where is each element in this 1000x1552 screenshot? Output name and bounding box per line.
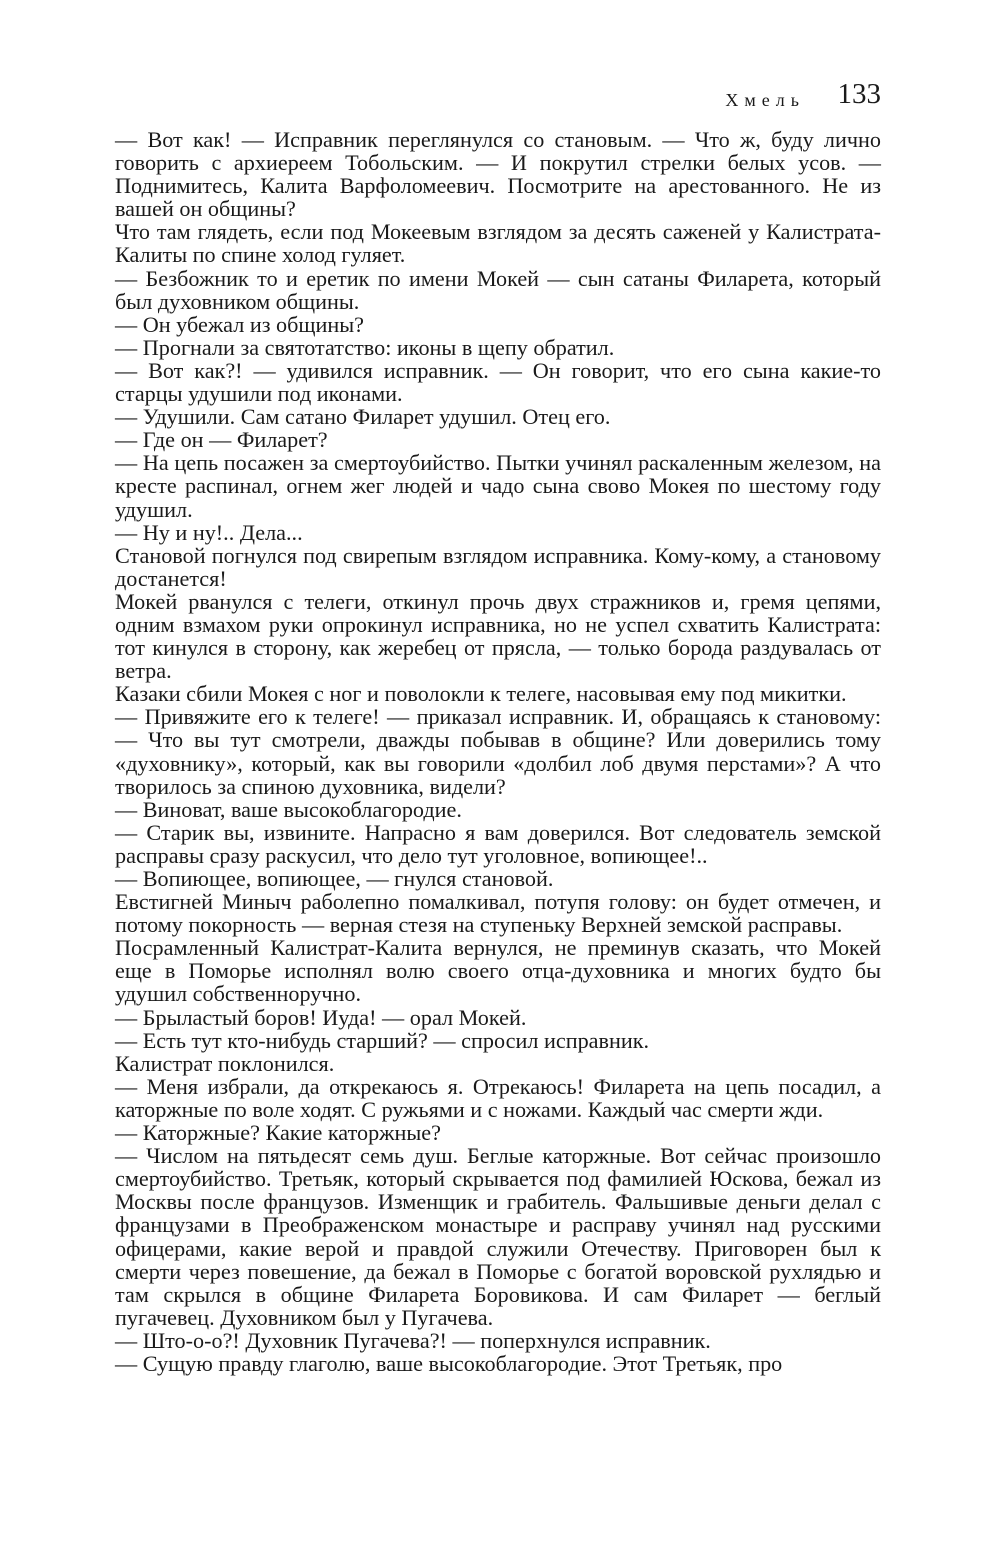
- paragraph: — Каторжные? Какие каторжные?: [115, 1120, 441, 1146]
- paragraph: — Числом на пятьдесят семь душ. Беглые каторжные. Вот сейчас произошло смертоубийство. Третьяк, который скрывается под фамилией Юскова, бежал из Москвы после французов. Изменщик и грабитель. Фальшивые деньги делал с французами в Преображенском монастыре и расправу учинял над русскими офицерами, какие верой и правдой служили Отечеству. Приговорен был к смерти через повешение, да бежал в Поморье с богатой воровской рухлядью и там скрылся в общине Филарета Боровикова. И сам Филарет — беглый пугачевец. Духовником был у Пугачева.: [115, 1143, 881, 1330]
- paragraph: Мокей рванулся с телеги, откинул прочь двух стражников и, гремя цепями, одним взмахом руки опрокинул исправника, но не успел схватить Калистрата: тот кинулся в сторону, как жеребец от прясла, — только борода раздувалась от ветра.: [115, 588, 881, 684]
- paragraph: — Што-о-о?! Духовник Пугачева?! — поперхнулся исправник.: [115, 1327, 711, 1353]
- paragraph: — Вопиющее, вопиющее, — гнулся становой.: [115, 866, 554, 891]
- paragraph: — Удушили. Сам сатано Филарет удушил. Отец его.: [115, 404, 611, 430]
- paragraph: — Где он — Филарет?: [115, 427, 328, 453]
- body-text: [115, 128, 881, 1375]
- paragraph: Калистрат поклонился.: [115, 1050, 335, 1076]
- paragraph: Казаки сбили Мокея с ног и поволокли к телеге, насовывая ему под микитки.: [115, 681, 847, 707]
- paragraph: Посрамленный Калистрат-Калита вернулся, не преминув сказать, что Мокей еще в Поморье исполнял волю своего отца-духовника и многих будто бы удушил собственноручно.: [115, 935, 881, 1007]
- paragraph: Евстигней Миныч раболепно помалкивал, потупя голову: он будет отмечен, и потому покорность — верная стезя на ступеньку Верхней земской расправы.: [115, 889, 881, 938]
- paragraph: — Он убежал из общины?: [115, 311, 364, 337]
- paragraph: — Брыластый боров! Иуда! — орал Мокей.: [115, 1004, 527, 1030]
- book-page: [115, 78, 881, 1375]
- running-title: Хмель: [725, 90, 805, 110]
- paragraph: — Меня избрали, да открекаюсь я. Отрекаюсь! Филарета на цепь посадил, а каторжные по воле ходят. С ружьями и с ножами. Каждый час смерти жди.: [115, 1073, 881, 1122]
- paragraph: — Вот как! — Исправник переглянулся со становым. — Что ж, буду лично говорить с архиереем Тобольским. — И покрутил стрелки белых усов. — Поднимитесь, Калита Варфоломеевич. Посмотрите на арестованного. Не из вашей он общины?: [115, 127, 881, 222]
- running-head: [115, 78, 881, 128]
- paragraph: — Безбожник то и еретик по имени Мокей — сын сатаны Филарета, который был духовником общины.: [115, 265, 881, 314]
- paragraph: — Ну и ну!.. Дела...: [115, 519, 303, 545]
- paragraph: Становой погнулся под свирепым взглядом исправника. Кому-кому, а становому достанется!: [115, 542, 881, 591]
- paragraph: — Есть тут кто-нибудь старший? — спросил исправник.: [115, 1027, 650, 1053]
- paragraph: — Вот как?! — удивился исправник. — Он говорит, что его сына какие-то старцы удушили под иконами.: [115, 357, 881, 407]
- paragraph: Что там глядеть, если под Мокеевым взглядом за десять саженей у Калистрата-Калиты по спине холод гуляет.: [115, 219, 881, 268]
- page-number: 133: [837, 78, 881, 110]
- paragraph: — Старик вы, извините. Напрасно я вам доверился. Вот следователь земской расправы сразу раскусил, что дело тут уголовное, вопиющее!..: [115, 819, 881, 868]
- paragraph: — Привяжите его к телеге! — приказал исправник. И, обращаясь к становому: — Что вы тут смотрели, дважды побывав в общине? Или доверились тому «духовнику», который, как вы говорили «долбил лоб двумя перстами»? А что творилось за спиною духовника, видели?: [115, 704, 881, 799]
- paragraph: — Виноват, ваше высокоблагородие.: [115, 796, 462, 822]
- paragraph: — На цепь посажен за смертоубийство. Пытки учинял раскаленным железом, на кресте распинал, огнем жег людей и чадо сына свово Мокея по шестому году удушил.: [115, 450, 881, 522]
- paragraph: — Сущую правду глаголю, ваше высокоблагородие. Этот Третьяк, про: [115, 1350, 783, 1376]
- paragraph: — Прогнали за святотатство: иконы в щепу обратил.: [115, 334, 615, 360]
